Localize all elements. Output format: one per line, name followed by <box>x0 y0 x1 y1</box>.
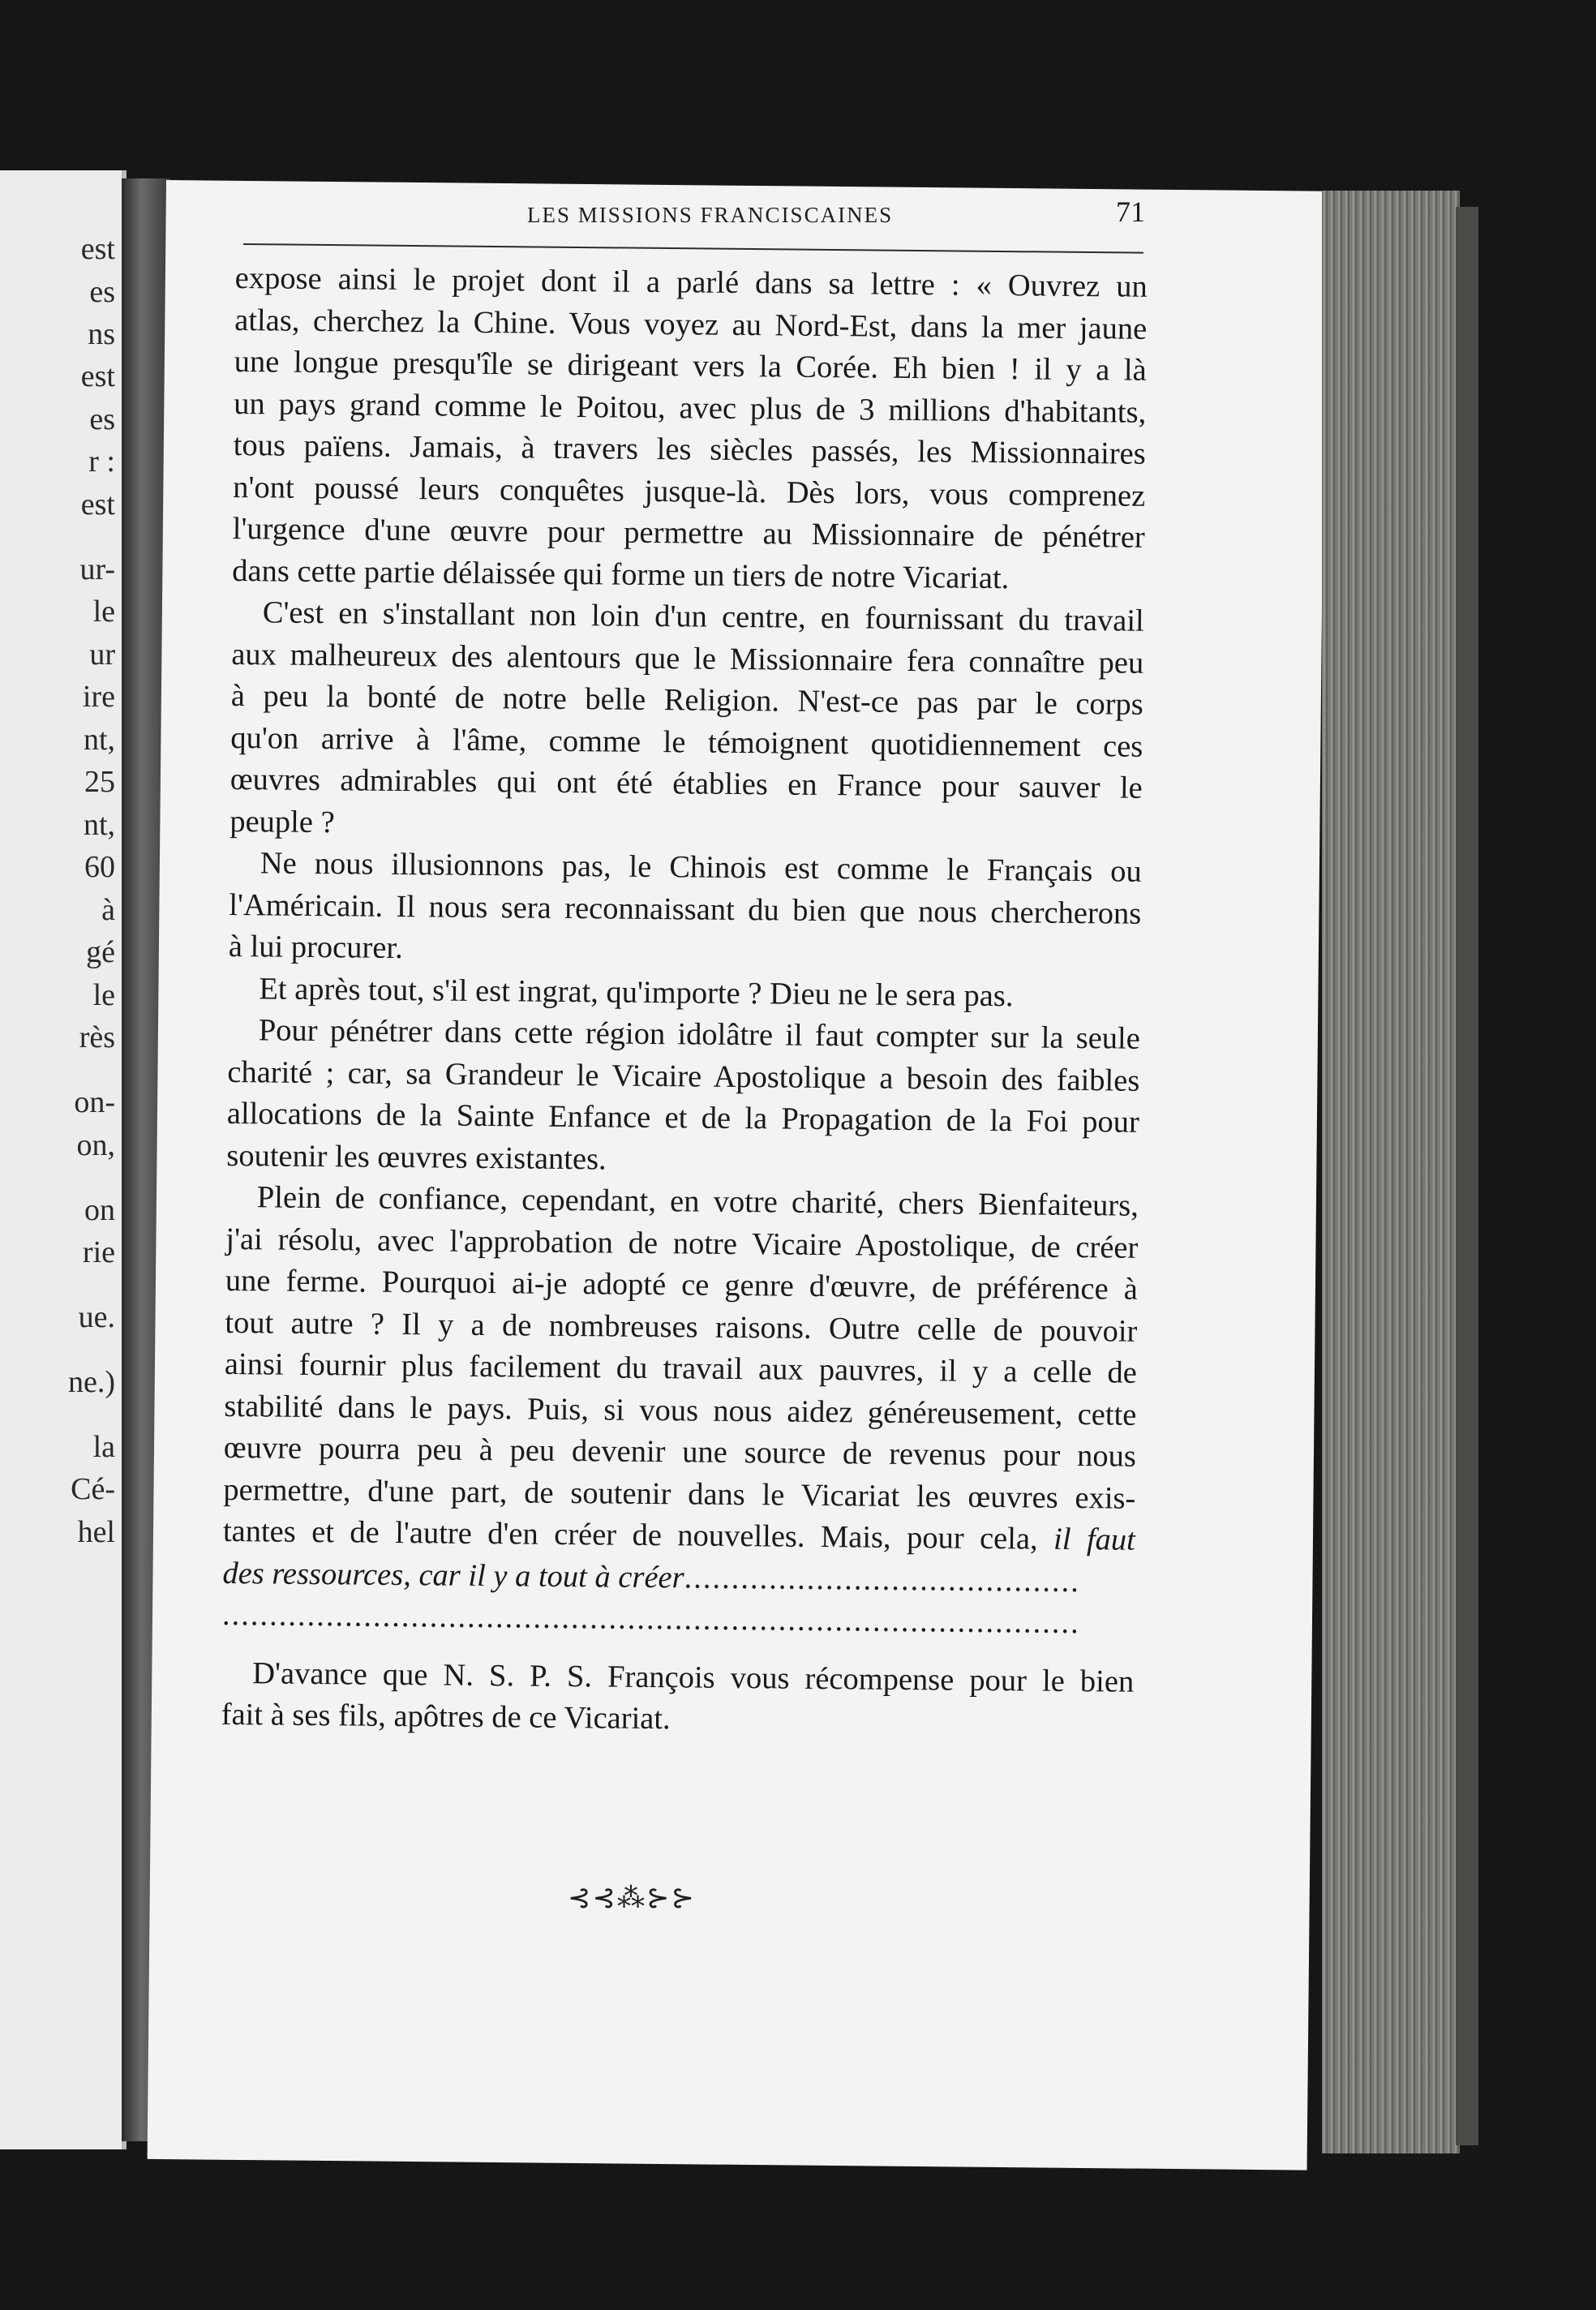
left-page-fragment: ur- <box>79 552 115 586</box>
left-page-fragment: est <box>80 359 115 393</box>
book-cover-edge <box>1456 207 1478 2145</box>
line-text: stabilité dans le pays. Puis, si vous nous aidez généreusement, cette <box>224 1389 1137 1432</box>
running-head: LES MISSIONS FRANCISCAINES <box>527 203 894 227</box>
line-text: dans cette partie délaissée qui forme un tiers de notre Vicariat. <box>232 553 1010 595</box>
left-page-fragment: hel <box>77 1515 115 1549</box>
left-page-fragment: 60 <box>84 850 115 884</box>
left-page-fragment: es <box>89 402 115 436</box>
left-page-fragment: ire <box>82 680 115 714</box>
line-text: Plein de confiance, cependant, en votre charité, chers Bienfaiteurs, <box>256 1180 1139 1223</box>
left-page-fragment: ur <box>89 638 115 672</box>
left-page-fragment: es <box>89 275 115 309</box>
line-text: Pour pénétrer dans cette région idolâtre il faut compter sur la seule <box>258 1013 1141 1056</box>
left-page-fragment: ne.) <box>67 1365 115 1399</box>
line-text: une ferme. Pourquoi ai-je adopté ce genre d'œuvre, de préférence à <box>225 1263 1139 1307</box>
line-text: atlas, cherchez la Chine. Vous voyez au Nord-Est, dans la mer jaune <box>234 303 1148 346</box>
line-text: peuple ? <box>230 804 335 839</box>
line-text: C'est en s'installant non loin d'un centre, en fournissant du travail <box>262 595 1144 638</box>
line-text: une longue presqu'île se dirigeant vers la Corée. Eh bien ! il y a là <box>234 344 1147 388</box>
line-text: tous païens. Jamais, à travers les siècles passés, les Missionnaires <box>233 427 1146 471</box>
line-text: qu'on arrive à l'âme, comme le témoignent quotidiennement ces <box>230 720 1143 764</box>
left-page-fragment: on <box>84 1193 115 1227</box>
line-text: fait à ses fils, apôtres de ce Vicariat. <box>221 1697 671 1737</box>
left-page-fragment: est <box>80 487 115 522</box>
line-text: tout autre ? Il y a de nombreuses raisons. Outre celle de pouvoir <box>225 1305 1138 1349</box>
left-page-fragment: rie <box>82 1235 115 1269</box>
left-page-fragment: rès <box>79 1020 115 1054</box>
line-text: D'avance que N. S. P. S. François vous récompense pour le bien <box>252 1655 1135 1699</box>
page-number: 71 <box>1116 195 1145 228</box>
line-text: à lui procurer. <box>228 929 403 966</box>
text-line <box>230 759 1143 809</box>
line-text: œuvre pourra peu à peu devenir une source de revenus pour nous <box>223 1430 1137 1474</box>
line-text: charité ; car, sa Grandeur le Vicaire Apostolique a besoin des faibles <box>227 1054 1140 1098</box>
line-text: allocations de la Sainte Enfance et de la Propagation de la Foi pour <box>226 1096 1140 1140</box>
left-page-fragment: on- <box>74 1085 115 1119</box>
left-page-fragment: le <box>92 978 115 1012</box>
line-text: l'Américain. Il nous sera reconnaissant du bien que nous chercherons <box>229 887 1142 931</box>
italic-text: il faut <box>1053 1522 1136 1557</box>
line-text: tantes et de l'autre d'en créer de nouvelles. Mais, pour cela, <box>222 1514 1054 1556</box>
left-page-fragment: r : <box>88 444 115 479</box>
line-text: permettre, d'une part, de soutenir dans le Vicariat les œuvres exis- <box>223 1472 1136 1516</box>
text-line <box>221 1694 1134 1745</box>
left-page-fragment: est <box>80 232 115 266</box>
line-text: un pays grand comme le Poitou, avec plus de 3 millions d'habitants, <box>234 386 1147 430</box>
left-page-fragment: 25 <box>84 765 115 799</box>
line-text: expose ainsi le projet dont il a parlé dans sa lettre : « Ouvrez un <box>234 260 1148 304</box>
previous-page-fragment <box>0 170 127 2149</box>
line-text: j'ai résolu, avec l'approbation de notre Vicaire Apostolique, de créer <box>225 1222 1139 1265</box>
line-text: œuvres admirables qui ont été établies en France pour sauver le <box>230 762 1143 805</box>
line-text: Et après tout, s'il est ingrat, qu'importe ? Dieu ne le sera pas. <box>259 971 1014 1013</box>
left-page-fragment: le <box>92 595 115 629</box>
left-page-fragment: nt, <box>83 808 115 842</box>
page-edges <box>1322 191 1460 2153</box>
line-text: n'ont poussé leurs conquêtes jusque-là. Dès lors, vous comprenez <box>233 470 1146 513</box>
dot-leader: .......................................... <box>684 1560 1081 1599</box>
left-page-fragment: ue. <box>78 1300 115 1334</box>
left-page-fragment: gé <box>86 935 115 969</box>
line-text: l'urgence d'une œuvre pour permettre au Missionnaire de pénétrer <box>232 511 1145 555</box>
line-text: à peu la bonté de notre belle Religion. N'est-ce pas par le corps <box>230 678 1143 722</box>
left-page-fragment: la <box>92 1430 115 1464</box>
italic-text: des ressources, car il y a tout à créer <box>222 1556 684 1595</box>
closing-ornament: ⊰⊰⁂⊱⊱ <box>568 1883 696 1913</box>
left-page-fragment: nt, <box>83 723 115 757</box>
line-text: Ne nous illusionnons pas, le Chinois est comme le Français ou <box>260 846 1142 889</box>
line-text: soutenir les œuvres existantes. <box>226 1138 607 1176</box>
left-page-fragment: à <box>101 893 115 927</box>
left-page-fragment: ns <box>88 317 115 351</box>
line-text: aux malheureux des alentours que le Missionnaire fera connaître peu <box>231 637 1144 681</box>
text-line: ........................................................................................... <box>221 1597 1080 1641</box>
line-text: ainsi fournir plus facilement du travail aux pauvres, il y a celle de <box>224 1346 1138 1390</box>
left-page-fragment: Cé- <box>71 1472 115 1506</box>
body-text <box>221 258 1148 1745</box>
left-page-fragment: on, <box>76 1128 115 1162</box>
